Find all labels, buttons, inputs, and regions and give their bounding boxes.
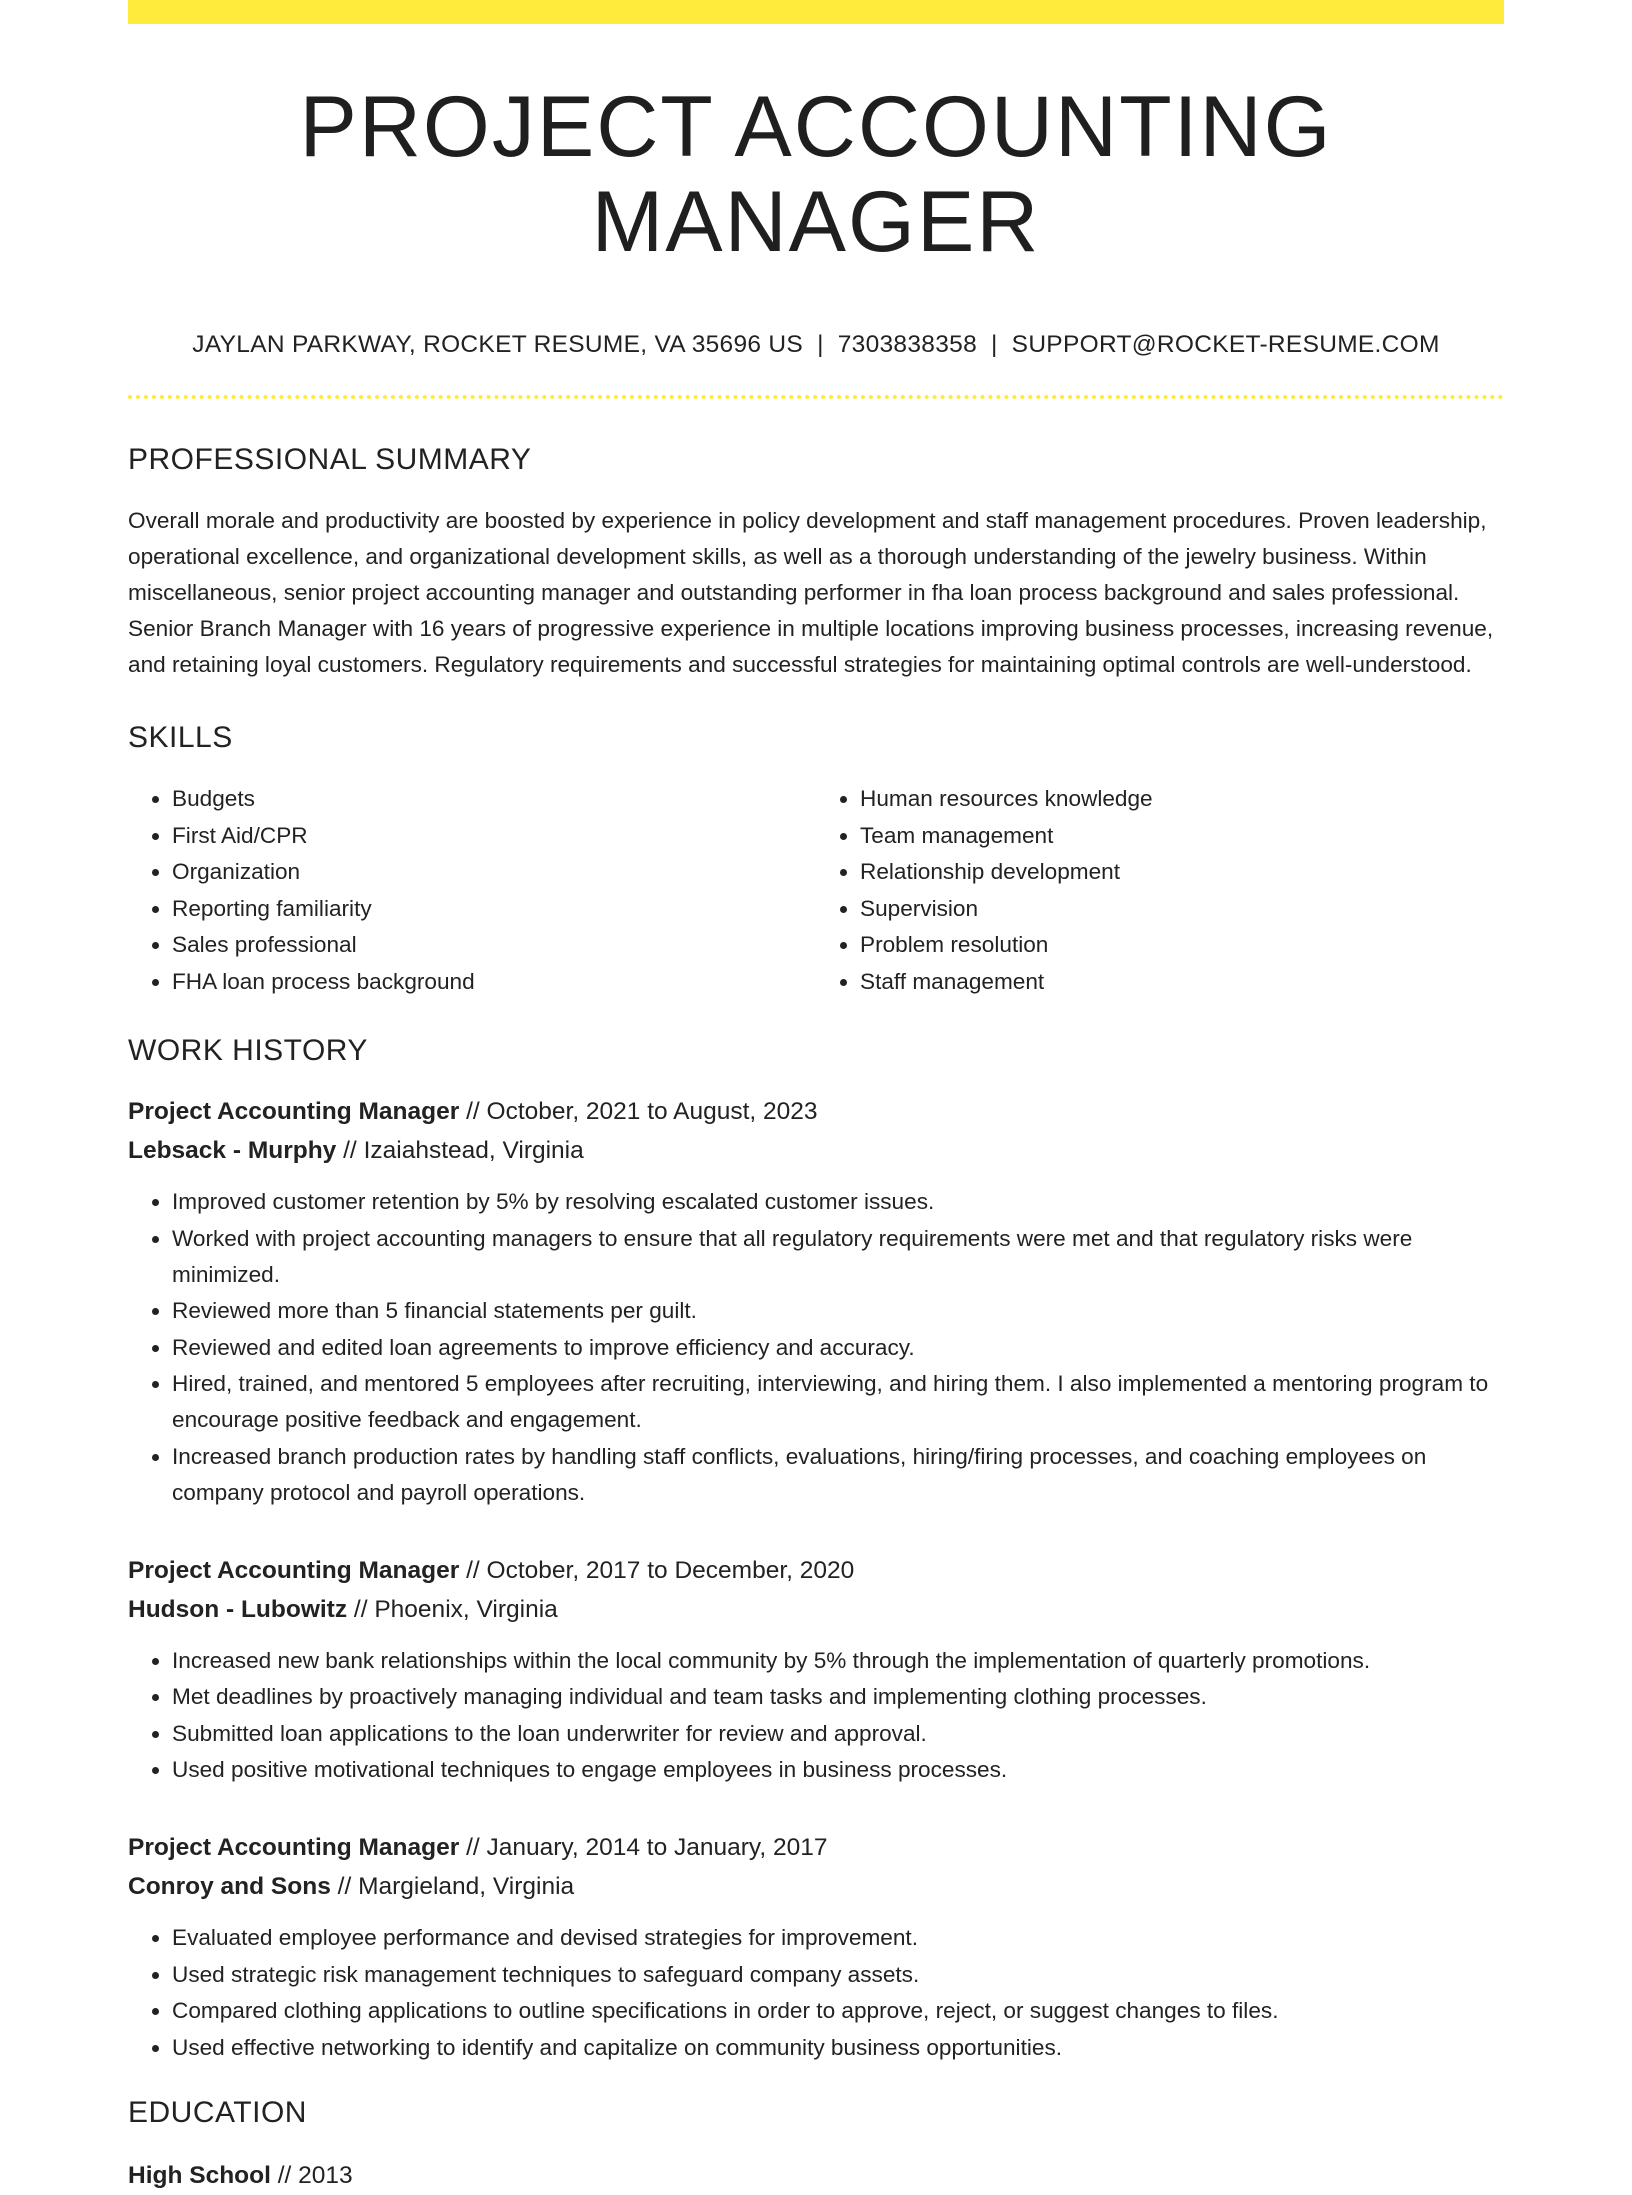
skill-item: • Team management [860, 818, 1504, 855]
education-school: High School [128, 2161, 271, 2189]
job-bullets [128, 1643, 1504, 1789]
date-separator: // [353, 1595, 368, 1623]
job-bullet: • Submitted loan applications to the loan underwriter for review and approval. [172, 1716, 1504, 1752]
job-location: Izaiahstead, Virginia [363, 1137, 584, 1165]
date-separator: // [343, 1137, 357, 1165]
summary-text: Overall morale and productivity are boosted by experience in policy development and staff management procedures. Proven leadership, operational excellence, and organizational development skills, as well as a thorough understanding of the jewelry business. Within miscellaneous, senior project accounting manager and outstanding performer in fha loan process background and sales professional. Senior Branch Manager with 16 years of progressive experience in multiple locations improving business processes, increasing revenue, and retaining loyal customers. Regulatory requirements and successful strategies for maintaining optimal controls are well-understood. [128, 508, 1494, 678]
contact-line [128, 331, 1504, 359]
job-bullet: • Reviewed more than 5 financial statements per guilt. [172, 1293, 1504, 1329]
date-separator: // [277, 2161, 292, 2189]
work-history-heading: WORK HISTORY [128, 1034, 368, 1068]
job-dates: October, 2021 to August, 2023 [486, 1098, 818, 1126]
skill-item: • Problem resolution [860, 927, 1504, 964]
job-title: Project Accounting Manager [128, 1834, 460, 1862]
dotted-divider [128, 395, 1504, 399]
date-separator: // [466, 1098, 480, 1126]
job-company-line [128, 1590, 1504, 1629]
resume-page [128, 0, 1504, 2195]
skill-item: • Organization [172, 854, 816, 891]
contact-phone: 7303838358 [837, 331, 977, 359]
education-entry [128, 2156, 1504, 2195]
job-bullet: • Increased new bank relationships within the local community by 5% through the implementation of quarterly promotions. [172, 1643, 1504, 1679]
job-bullets [128, 1184, 1504, 1511]
job-title: Project Accounting Manager [128, 1098, 460, 1126]
job-company: Lebsack - Murphy [128, 1137, 337, 1165]
job-bullet: • Evaluated employee performance and devised strategies for improvement. [172, 1920, 1504, 1956]
skill-item: • Reporting familiarity [172, 891, 816, 928]
resume-title: PROJECT ACCOUNTING MANAGER [299, 79, 1333, 270]
skills-heading: SKILLS [128, 721, 233, 755]
skill-item: • Staff management [860, 964, 1504, 1001]
job-title-line [128, 1828, 1504, 1867]
job-dates: October, 2017 to December, 2020 [486, 1556, 855, 1584]
job-company: Conroy and Sons [128, 1873, 331, 1901]
job-bullet: • Used positive motivational techniques to engage employees in business processes. [172, 1752, 1504, 1788]
contact-address: JAYLAN PARKWAY, ROCKET RESUME, VA 35696 US [192, 331, 804, 359]
skills-list [128, 781, 1504, 1000]
summary-heading: PROFESSIONAL SUMMARY [128, 443, 532, 477]
skill-item: • Sales professional [172, 927, 816, 964]
contact-separator: | [817, 331, 824, 359]
job-title-line [128, 1551, 1504, 1590]
date-separator: // [466, 1834, 480, 1862]
job-bullet: • Improved customer retention by 5% by resolving escalated customer issues. [172, 1184, 1504, 1220]
job-bullet: • Compared clothing applications to outline specifications in order to approve, reject, or suggest changes to files. [172, 1993, 1504, 2029]
job-entry [128, 1551, 1504, 1789]
job-bullet: • Met deadlines by proactively managing individual and team tasks and implementing clothing processes. [172, 1679, 1504, 1715]
job-company-line [128, 1867, 1504, 1906]
education-year: 2013 [298, 2161, 353, 2189]
skills-column-right [816, 781, 1504, 1000]
job-location: Phoenix, Virginia [374, 1595, 558, 1623]
skill-item: • First Aid/CPR [172, 818, 816, 855]
skills-column-left [128, 781, 816, 1000]
skill-item: • Supervision [860, 891, 1504, 928]
skill-item: • Relationship development [860, 854, 1504, 891]
job-location: Margieland, Virginia [358, 1873, 575, 1901]
date-separator: // [337, 1873, 352, 1901]
skill-item: • Human resources knowledge [860, 781, 1504, 818]
job-bullet: • Worked with project accounting managers to ensure that all regulatory requirements were met and that regulatory risks were minimized. [172, 1221, 1504, 1293]
skill-item: • FHA loan process background [172, 964, 816, 1001]
job-bullets [128, 1920, 1504, 2066]
job-dates: January, 2014 to January, 2017 [486, 1834, 828, 1862]
contact-separator: | [991, 331, 998, 359]
job-company: Hudson - Lubowitz [128, 1595, 348, 1623]
top-accent-bar [128, 0, 1504, 24]
education-heading: EDUCATION [128, 2095, 307, 2129]
job-entry [128, 1828, 1504, 2066]
job-title: Project Accounting Manager [128, 1556, 460, 1584]
job-bullet: • Used effective networking to identify and capitalize on community business opportunities. [172, 2030, 1504, 2066]
job-bullet: • Increased branch production rates by handling staff conflicts, evaluations, hiring/firing processes, and coaching employees on company protocol and payroll operations. [172, 1439, 1504, 1511]
job-company-line [128, 1131, 1504, 1170]
job-title-line [128, 1092, 1504, 1131]
date-separator: // [466, 1556, 480, 1584]
job-bullet: • Hired, trained, and mentored 5 employees after recruiting, interviewing, and hiring them. I also implemented a mentoring program to encourage positive feedback and engagement. [172, 1366, 1504, 1438]
job-entry [128, 1092, 1504, 1511]
job-bullet: • Reviewed and edited loan agreements to improve efficiency and accuracy. [172, 1330, 1504, 1366]
job-bullet: • Used strategic risk management techniques to safeguard company assets. [172, 1957, 1504, 1993]
contact-email: SUPPORT@ROCKET-RESUME.COM [1011, 331, 1440, 359]
skill-item: • Budgets [172, 781, 816, 818]
